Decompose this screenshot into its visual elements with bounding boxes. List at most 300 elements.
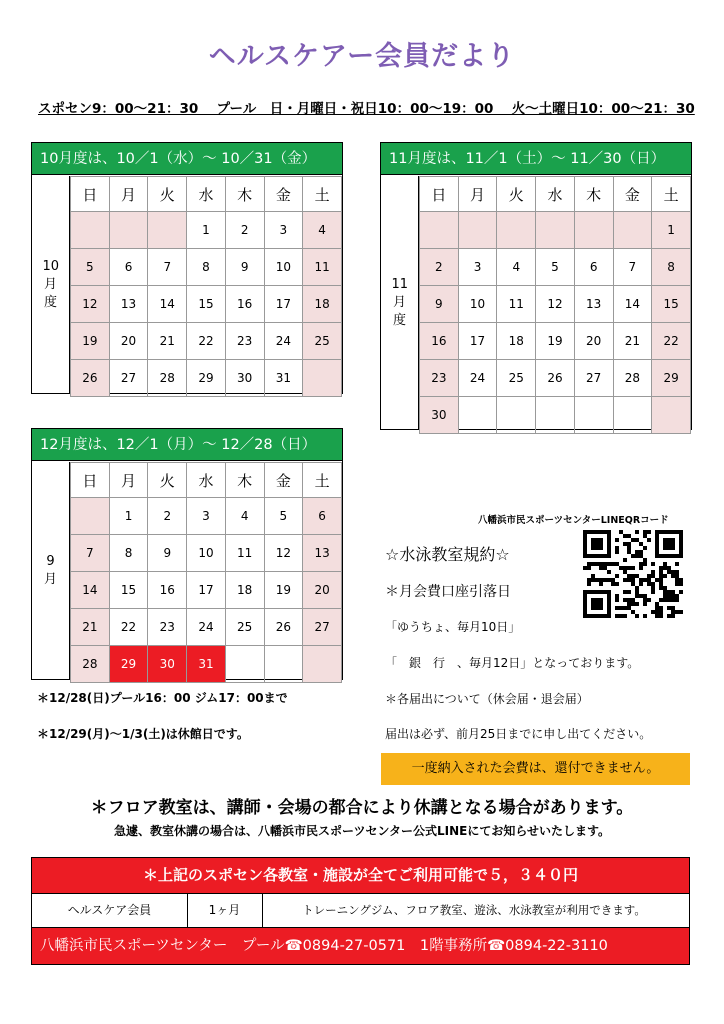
qr-module <box>615 582 619 586</box>
qr-module <box>643 602 647 606</box>
swim-rules-title: ☆水泳教室規約☆ <box>385 545 510 564</box>
qr-module <box>627 550 631 554</box>
empty-cell <box>71 212 110 249</box>
day-cell: 18 <box>303 286 342 323</box>
day-cell: 24 <box>264 323 303 360</box>
empty-cell <box>613 212 652 249</box>
qr-module <box>643 534 647 538</box>
qr-module <box>623 534 627 538</box>
qr-module <box>635 554 639 558</box>
day-cell: 3 <box>264 212 303 249</box>
month-label-part: 11 <box>391 276 409 292</box>
qr-finder-core <box>663 538 675 550</box>
weekday-row <box>420 177 691 212</box>
qr-module <box>667 566 671 570</box>
qr-module <box>667 606 671 610</box>
qr-module <box>671 614 675 618</box>
weekday-label: 月 <box>109 177 148 212</box>
day-cell: 16 <box>420 323 459 360</box>
day-cell: 5 <box>264 498 303 535</box>
note-dec28-hours: ＊12/28(日)プール16：00 ジム17：00まで <box>37 691 288 705</box>
qr-module <box>615 574 619 578</box>
day-cell: 7 <box>71 535 110 572</box>
empty-cell <box>458 397 497 434</box>
member-description: トレーニングジム、フロア教室、遊泳、水泳教室が利用できます。 <box>302 903 646 917</box>
weekday-label: 木 <box>574 177 613 212</box>
qr-module <box>591 574 595 578</box>
qr-module <box>643 562 647 566</box>
day-cell: 27 <box>109 360 148 397</box>
qr-module <box>623 606 627 610</box>
day-cell: 12 <box>536 286 575 323</box>
qr-module <box>599 582 603 586</box>
empty-cell <box>536 212 575 249</box>
week-row <box>420 397 691 434</box>
day-cell: 23 <box>225 323 264 360</box>
weekday-label: 火 <box>148 463 187 498</box>
qr-module <box>651 590 655 594</box>
qr-module <box>599 578 603 582</box>
day-cell: 8 <box>109 535 148 572</box>
day-cell: 20 <box>303 572 342 609</box>
day-cell: 10 <box>458 286 497 323</box>
month-label-part: 度 <box>43 294 57 310</box>
weekday-label: 日 <box>71 177 110 212</box>
qr-module <box>603 578 607 582</box>
qr-module <box>671 606 675 610</box>
day-cell: 6 <box>109 249 148 286</box>
qr-module <box>627 598 631 602</box>
day-cell: 29 <box>652 360 691 397</box>
weekday-row <box>71 463 342 498</box>
day-cell: 24 <box>458 360 497 397</box>
day-cell: 17 <box>264 286 303 323</box>
line-qr-code[interactable] <box>583 530 683 618</box>
qr-module <box>635 586 639 590</box>
week-row <box>71 212 342 249</box>
qr-module <box>627 542 631 546</box>
qr-module <box>663 590 667 594</box>
weekday-label: 月 <box>458 177 497 212</box>
day-cell: 3 <box>187 498 226 535</box>
empty-cell <box>574 212 613 249</box>
qr-module <box>643 598 647 602</box>
calendar-grid <box>419 176 691 434</box>
weekday-label: 水 <box>536 177 575 212</box>
qr-module <box>663 562 667 566</box>
day-cell: 25 <box>303 323 342 360</box>
empty-cell <box>303 646 342 683</box>
qr-module <box>659 578 663 582</box>
day-cell: 4 <box>225 498 264 535</box>
qr-module <box>659 582 663 586</box>
day-cell: 11 <box>497 286 536 323</box>
qr-module <box>623 558 627 562</box>
qr-module <box>631 566 635 570</box>
day-cell: 4 <box>497 249 536 286</box>
week-row <box>71 609 342 646</box>
qr-module <box>587 566 591 570</box>
page-title: ヘルスケアー会員だより <box>208 41 516 72</box>
qr-module <box>615 562 619 566</box>
day-cell: 19 <box>536 323 575 360</box>
qr-module <box>639 566 643 570</box>
day-cell: 16 <box>225 286 264 323</box>
qr-module <box>667 590 671 594</box>
qr-module <box>679 582 683 586</box>
day-cell: 5 <box>536 249 575 286</box>
qr-module <box>647 598 651 602</box>
weekday-label: 木 <box>225 177 264 212</box>
day-cell: 22 <box>109 609 148 646</box>
qr-module <box>655 578 659 582</box>
qr-module <box>647 578 651 582</box>
qr-module <box>643 530 647 534</box>
day-cell: 28 <box>613 360 652 397</box>
empty-cell <box>574 397 613 434</box>
qr-module <box>631 582 635 586</box>
day-cell: 21 <box>148 323 187 360</box>
qr-module <box>631 602 635 606</box>
day-cell: 7 <box>613 249 652 286</box>
qr-module <box>607 570 611 574</box>
qr-module <box>651 562 655 566</box>
day-cell: 14 <box>71 572 110 609</box>
day-cell: 3 <box>458 249 497 286</box>
qr-module <box>659 570 663 574</box>
member-period: 1ヶ月 <box>187 894 263 927</box>
day-cell: 25 <box>225 609 264 646</box>
calendar-month-label <box>381 176 419 429</box>
day-cell: 8 <box>187 249 226 286</box>
day-cell: 30 <box>225 360 264 397</box>
qr-module <box>675 594 679 598</box>
week-row <box>71 535 342 572</box>
day-cell: 31 <box>187 646 226 683</box>
qr-module <box>643 558 647 562</box>
qr-module <box>675 598 679 602</box>
qr-module <box>659 586 663 590</box>
empty-cell <box>497 397 536 434</box>
weekday-label: 土 <box>652 177 691 212</box>
qr-module <box>659 610 663 614</box>
day-cell: 17 <box>187 572 226 609</box>
calendar-header: 11月度は、11／1（土）～ 11／30（日） <box>381 143 691 175</box>
qr-module <box>651 574 655 578</box>
week-row <box>71 572 342 609</box>
qr-module <box>667 614 671 618</box>
qr-module <box>619 530 623 534</box>
empty-cell <box>613 397 652 434</box>
qr-module <box>615 614 619 618</box>
week-row <box>71 286 342 323</box>
qr-module <box>679 610 683 614</box>
day-cell: 28 <box>71 646 110 683</box>
day-cell: 25 <box>497 360 536 397</box>
day-cell: 18 <box>497 323 536 360</box>
day-cell: 22 <box>652 323 691 360</box>
weekday-label: 金 <box>613 177 652 212</box>
qr-module <box>663 586 667 590</box>
day-cell: 21 <box>71 609 110 646</box>
qr-module <box>651 570 655 574</box>
qr-module <box>631 598 635 602</box>
day-cell: 20 <box>574 323 613 360</box>
day-cell: 12 <box>71 286 110 323</box>
week-row <box>71 323 342 360</box>
qr-module <box>635 530 639 534</box>
week-row <box>420 360 691 397</box>
qr-module <box>599 562 603 566</box>
qr-module <box>647 530 651 534</box>
day-cell: 29 <box>109 646 148 683</box>
month-label-part: 月 <box>43 571 57 587</box>
qr-module <box>623 614 627 618</box>
day-cell: 28 <box>148 360 187 397</box>
refund-notice: 一度納入された会費は、還付できません。 <box>381 753 690 785</box>
qr-module <box>623 570 627 574</box>
qr-module <box>639 554 643 558</box>
day-cell: 10 <box>187 535 226 572</box>
day-cell: 17 <box>458 323 497 360</box>
day-cell: 2 <box>225 212 264 249</box>
week-row <box>71 646 342 683</box>
qr-module <box>639 594 643 598</box>
qr-label: 八幡浜市民スポーツセンターLINEQRコード <box>478 515 669 526</box>
day-cell: 20 <box>109 323 148 360</box>
day-cell: 12 <box>264 535 303 572</box>
empty-cell <box>652 397 691 434</box>
qr-module <box>671 610 675 614</box>
day-cell: 27 <box>303 609 342 646</box>
qr-module <box>627 534 631 538</box>
day-cell: 16 <box>148 572 187 609</box>
day-cell: 6 <box>574 249 613 286</box>
day-cell: 6 <box>303 498 342 535</box>
fee-box <box>31 857 690 965</box>
day-cell: 15 <box>187 286 226 323</box>
day-cell: 22 <box>187 323 226 360</box>
qr-module <box>615 550 619 554</box>
weekday-label: 火 <box>497 177 536 212</box>
day-cell: 14 <box>613 286 652 323</box>
qr-module <box>619 614 623 618</box>
qr-module <box>639 542 643 546</box>
qr-module <box>679 590 683 594</box>
qr-module <box>651 610 655 614</box>
day-cell: 31 <box>264 360 303 397</box>
qr-module <box>643 594 647 598</box>
qr-module <box>607 562 611 566</box>
qr-module <box>627 602 631 606</box>
day-cell: 18 <box>225 572 264 609</box>
calendar-october <box>31 142 343 394</box>
day-cell: 11 <box>225 535 264 572</box>
week-row <box>420 212 691 249</box>
notice-body: 届出は必ず、前月25日までに申し出てください。 <box>385 727 652 741</box>
qr-module <box>623 590 627 594</box>
day-cell: 19 <box>71 323 110 360</box>
day-cell: 1 <box>187 212 226 249</box>
day-cell: 21 <box>613 323 652 360</box>
note-closed-days: ＊12/29(月)～1/3(土)は休館日です。 <box>37 727 249 741</box>
day-cell: 29 <box>187 360 226 397</box>
qr-module <box>591 578 595 582</box>
qr-module <box>635 550 639 554</box>
day-cell: 15 <box>652 286 691 323</box>
day-cell: 9 <box>420 286 459 323</box>
weekday-label: 水 <box>187 177 226 212</box>
qr-module <box>615 538 619 542</box>
weekday-label: 金 <box>264 463 303 498</box>
qr-module <box>627 546 631 550</box>
qr-module <box>623 598 627 602</box>
weekday-label: 土 <box>303 463 342 498</box>
day-cell: 14 <box>148 286 187 323</box>
qr-module <box>675 574 679 578</box>
empty-cell <box>71 498 110 535</box>
qr-module <box>615 594 619 598</box>
day-cell: 7 <box>148 249 187 286</box>
qr-module <box>627 578 631 582</box>
month-label-part: 9 <box>46 553 55 569</box>
qr-module <box>595 562 599 566</box>
weekday-row <box>71 177 342 212</box>
qr-module <box>627 574 631 578</box>
qr-module <box>635 590 639 594</box>
qr-module <box>667 570 671 574</box>
empty-cell <box>109 212 148 249</box>
qr-module <box>615 598 619 602</box>
qr-module <box>663 574 667 578</box>
qr-module <box>627 566 631 570</box>
qr-module <box>587 582 591 586</box>
day-cell: 26 <box>536 360 575 397</box>
qr-module <box>635 574 639 578</box>
weekday-label: 土 <box>303 177 342 212</box>
qr-module <box>643 614 647 618</box>
qr-module <box>587 578 591 582</box>
week-row <box>71 360 342 397</box>
day-cell: 27 <box>574 360 613 397</box>
day-cell: 26 <box>264 609 303 646</box>
qr-module <box>659 598 663 602</box>
day-cell: 5 <box>71 249 110 286</box>
empty-cell <box>536 397 575 434</box>
qr-module <box>635 614 639 618</box>
qr-module <box>603 566 607 570</box>
qr-module <box>675 570 679 574</box>
qr-module <box>655 610 659 614</box>
qr-module <box>675 582 679 586</box>
qr-module <box>631 574 635 578</box>
empty-cell <box>458 212 497 249</box>
qr-module <box>675 562 679 566</box>
day-cell: 1 <box>652 212 691 249</box>
day-cell: 30 <box>420 397 459 434</box>
qr-module <box>643 578 647 582</box>
fee-headline: ＊上記のスポセン各教室・施設が全てご利用可能で５，３４０円 <box>32 858 689 893</box>
qr-module <box>655 614 659 618</box>
qr-module <box>607 578 611 582</box>
qr-module <box>591 562 595 566</box>
qr-module <box>611 562 615 566</box>
qr-module <box>671 570 675 574</box>
day-cell: 11 <box>303 249 342 286</box>
empty-cell <box>264 646 303 683</box>
qr-finder-core <box>591 598 603 610</box>
qr-module <box>655 602 659 606</box>
qr-module <box>659 566 663 570</box>
empty-cell <box>497 212 536 249</box>
qr-module <box>627 590 631 594</box>
weekday-label: 月 <box>109 463 148 498</box>
qr-module <box>619 566 623 570</box>
qr-module <box>663 566 667 570</box>
qr-finder-core <box>591 538 603 550</box>
qr-module <box>623 566 627 570</box>
qr-module <box>643 546 647 550</box>
day-cell: 10 <box>264 249 303 286</box>
qr-module <box>655 606 659 610</box>
qr-module <box>639 578 643 582</box>
week-row <box>71 498 342 535</box>
day-cell: 15 <box>109 572 148 609</box>
qr-module <box>611 578 615 582</box>
qr-module <box>647 582 651 586</box>
qr-module <box>623 542 627 546</box>
qr-module <box>663 598 667 602</box>
member-type: ヘルスケア会員 <box>32 894 188 927</box>
qr-module <box>631 554 635 558</box>
qr-module <box>611 582 615 586</box>
day-cell: 8 <box>652 249 691 286</box>
weekday-label: 日 <box>420 177 459 212</box>
contact-info: 八幡浜市民スポーツセンター プール☎0894-27-0571 1階事務所☎0894-22-3110 <box>32 928 689 964</box>
week-row <box>420 323 691 360</box>
month-label-part: 月 <box>43 276 57 292</box>
qr-module <box>659 606 663 610</box>
day-cell: 2 <box>148 498 187 535</box>
qr-module <box>651 586 655 590</box>
day-cell: 2 <box>420 249 459 286</box>
month-label-part: 度 <box>392 312 406 328</box>
qr-module <box>595 578 599 582</box>
empty-cell <box>148 212 187 249</box>
floor-class-line-notice: 急遽、教室休講の場合は、八幡浜市民スポーツセンター公式LINEにてお知らせいたします。 <box>113 824 611 838</box>
weekday-label: 水 <box>187 463 226 498</box>
qr-module <box>663 594 667 598</box>
calendar-grid <box>70 176 342 397</box>
day-cell: 23 <box>148 609 187 646</box>
day-cell: 24 <box>187 609 226 646</box>
qr-module <box>667 594 671 598</box>
qr-module <box>659 574 663 578</box>
notice-title: ＊各届出について（休会届・退会届） <box>385 692 589 706</box>
debit-day-title: ＊月会費口座引落日 <box>385 584 511 600</box>
empty-cell <box>303 360 342 397</box>
qr-module <box>659 614 663 618</box>
calendar-month-label <box>32 462 70 679</box>
qr-module <box>651 582 655 586</box>
day-cell: 13 <box>303 535 342 572</box>
qr-module <box>619 606 623 610</box>
qr-module <box>631 610 635 614</box>
day-cell: 23 <box>420 360 459 397</box>
qr-module <box>671 574 675 578</box>
qr-module <box>647 538 651 542</box>
fee-row <box>32 893 689 928</box>
